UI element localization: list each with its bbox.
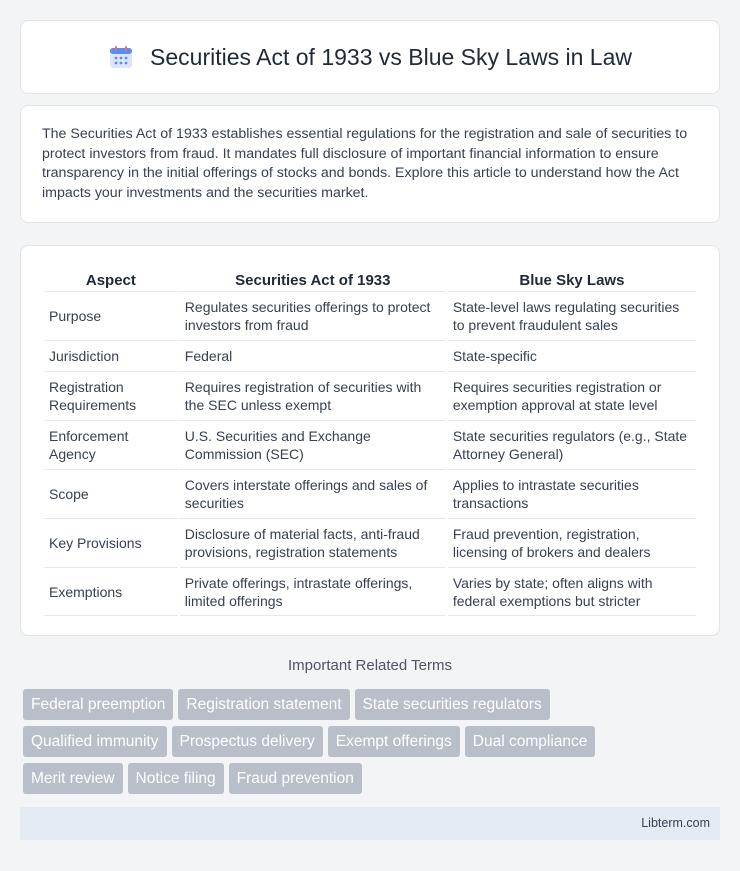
intro-card <box>20 105 720 223</box>
footer <box>20 807 720 840</box>
column-header-blue-sky: Blue Sky Laws <box>519 271 625 289</box>
table-row <box>44 291 696 340</box>
tag-federal-preemption[interactable]: Federal preemption <box>23 689 173 720</box>
column-header-aspect: Aspect <box>85 271 136 289</box>
table-cell: State securities regulators (e.g., State Attorney General) <box>448 420 696 469</box>
table-cell: Requires securities registration or exemption approval at state level <box>448 371 696 420</box>
tag-merit-review[interactable]: Merit review <box>23 763 123 794</box>
table-cell: Purpose <box>44 291 178 340</box>
table-cell: State-level laws regulating securities to prevent fraudulent sales <box>448 291 696 340</box>
comparison-card <box>20 245 720 636</box>
tag-state-securities-regulators[interactable]: State securities regulators <box>355 689 550 720</box>
tag-dual-compliance[interactable]: Dual compliance <box>465 726 596 757</box>
table-cell: Covers interstate offerings and sales of securities <box>180 469 446 518</box>
table-row <box>44 518 696 567</box>
table-cell: Varies by state; often aligns with federal exemptions but stricter <box>448 567 696 616</box>
table-row <box>44 371 696 420</box>
table-cell: Scope <box>44 469 178 518</box>
intro-text: The Securities Act of 1933 establishes essential regulations for the registration and sale of securities to protect investors from fraud. It mandates full disclosure of important financial information to ensure transparency in the initial offerings of stocks and bonds. Explore this article to understand how the Act impacts your investments and the securities market. <box>42 126 688 201</box>
tag-qualified-immunity[interactable]: Qualified immunity <box>23 726 167 757</box>
comparison-table <box>42 265 698 616</box>
table-cell: Fraud prevention, registration, licensing of brokers and dealers <box>448 518 696 567</box>
table-cell: Applies to intrastate securities transactions <box>448 469 696 518</box>
table-cell: Enforcement Agency <box>44 420 178 469</box>
table-row <box>44 469 696 518</box>
table-cell: Requires registration of securities with the SEC unless exempt <box>180 371 446 420</box>
table-cell: Private offerings, intrastate offerings, limited offerings <box>180 567 446 616</box>
tag-fraud-prevention[interactable]: Fraud prevention <box>229 763 362 794</box>
tag-row <box>23 689 723 720</box>
table-cell: U.S. Securities and Exchange Commission (SEC) <box>180 420 446 469</box>
footer-brand-link[interactable]: Libterm.com <box>641 816 710 830</box>
table-row <box>44 567 696 616</box>
column-header-securities-act: Securities Act of 1933 <box>235 271 391 289</box>
title-card <box>20 20 720 94</box>
table-header-row <box>44 265 696 291</box>
tag-row <box>23 763 723 794</box>
tag-exempt-offerings[interactable]: Exempt offerings <box>328 726 460 757</box>
table-row <box>44 420 696 469</box>
table-cell: State-specific <box>448 340 696 371</box>
related-terms <box>23 689 723 800</box>
table-cell: Disclosure of material facts, anti-fraud provisions, registration statements <box>180 518 446 567</box>
tag-prospectus-delivery[interactable]: Prospectus delivery <box>172 726 323 757</box>
table-cell: Regulates securities offerings to protect investors from fraud <box>180 291 446 340</box>
table-cell: Jurisdiction <box>44 340 178 371</box>
related-terms-heading: Important Related Terms <box>288 657 452 674</box>
table-cell: Federal <box>180 340 446 371</box>
calendar-icon <box>108 44 134 70</box>
tag-row <box>23 726 723 757</box>
tag-registration-statement[interactable]: Registration statement <box>178 689 349 720</box>
page-title: Securities Act of 1933 vs Blue Sky Laws in Law <box>150 43 632 70</box>
table-cell: Exemptions <box>44 567 178 616</box>
table-row <box>44 340 696 371</box>
tag-notice-filing[interactable]: Notice filing <box>128 763 224 794</box>
table-cell: Key Provisions <box>44 518 178 567</box>
table-cell: Registration Requirements <box>44 371 178 420</box>
